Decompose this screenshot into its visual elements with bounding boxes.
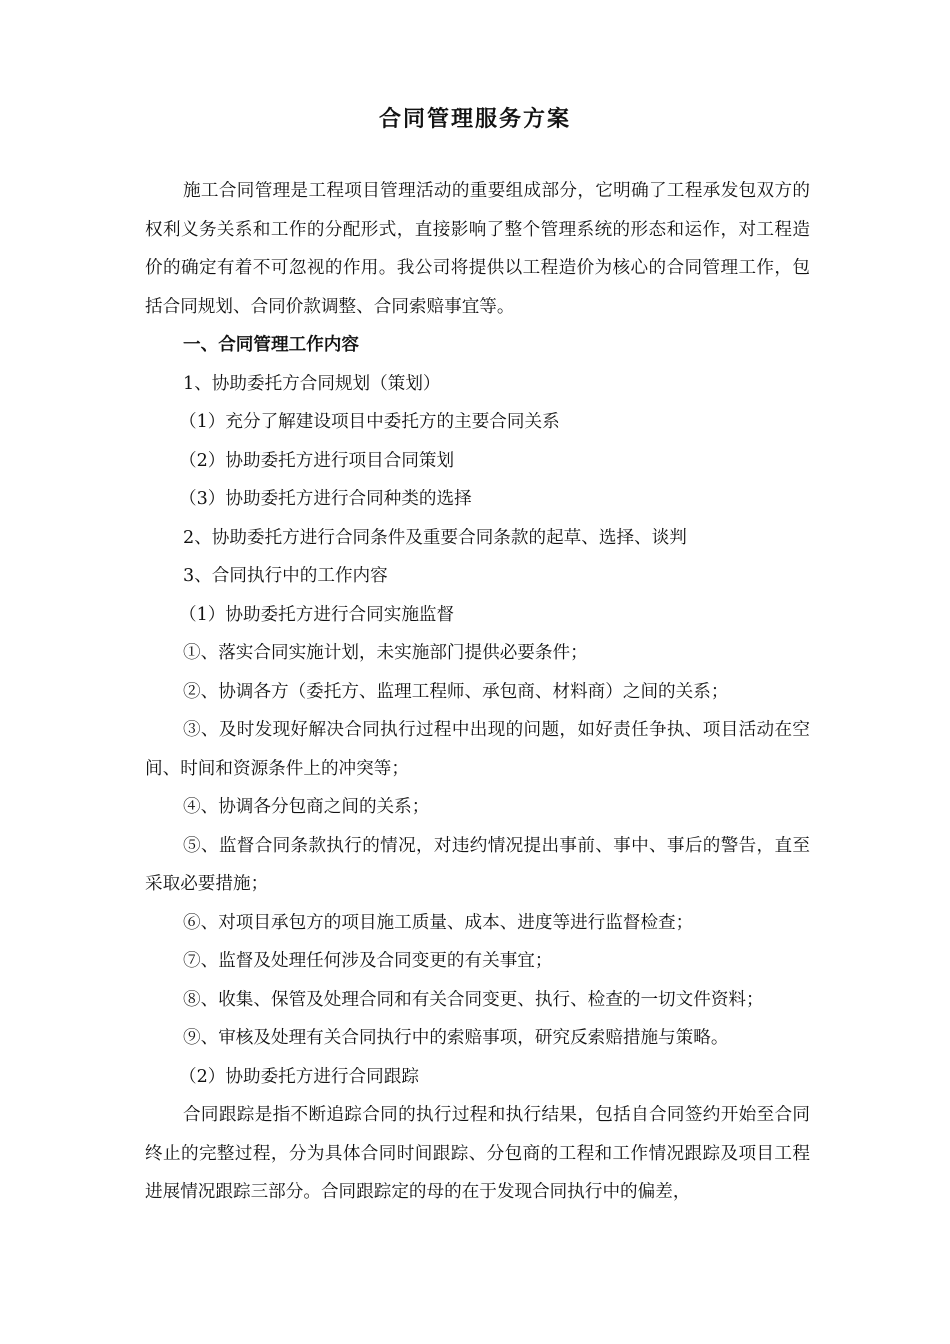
item-3-sub-1: （1）协助委托方进行合同实施监督 xyxy=(179,604,455,625)
item-1-sub-2: （2）协助委托方进行项目合同策划 xyxy=(179,450,455,471)
list-item: ⑧、收集、保管及处理合同和有关合同变更、执行、检查的一切文件资料； xyxy=(183,989,764,1010)
list-item: ③、及时发现好解决合同执行过程中出现的问题，如好责任争执、项目活动在空间、时间和资源条件上的冲突等； xyxy=(145,720,810,779)
list-item: ④、协调各分包商之间的关系； xyxy=(183,797,430,817)
item-2: 2、协助委托方进行合同条件及重要合同条款的起草、选择、谈判 xyxy=(183,527,687,548)
item-1-sub-3: （3）协助委托方进行合同种类的选择 xyxy=(179,489,472,509)
item-1: 1、协助委托方合同规划（策划） xyxy=(183,373,441,394)
list-item: ①、落实合同实施计划，未实施部门提供必要条件； xyxy=(183,643,588,663)
item-1-sub-1: （1）充分了解建设项目中委托方的主要合同关系 xyxy=(179,412,560,432)
paragraph-intro: 施工合同管理是工程项目管理活动的重要组成部分，它明确了工程承发包双方的权利义务关系和工作的分配形式，直接影响了整个管理系统的形态和运作，对工程造价的确定有着不可忽视的作用。我公司将提供以工程造价为核心的合同管理工作，包括合同规划、合同价款调整、合同索赔事宜等。 xyxy=(145,181,810,317)
section-heading: 一、合同管理工作内容 xyxy=(183,335,359,355)
item-3: 3、合同执行中的工作内容 xyxy=(183,566,388,586)
paragraph-tracking: 合同跟踪是指不断追踪合同的执行过程和执行结果，包括自合同签约开始至合同终止的完整过程，分为具体合同时间跟踪、分包商的工程和工作情况跟踪及项目工程进展情况跟踪三部分。合同跟踪定的母的在于发现合同执行中的偏差， xyxy=(145,1105,810,1202)
item-3-sub-2: （2）协助委托方进行合同跟踪 xyxy=(179,1066,419,1087)
list-item: ②、协调各方（委托方、监理工程师、承包商、材料商）之间的关系； xyxy=(183,681,729,702)
list-item: ⑥、对项目承包方的项目施工质量、成本、进度等进行监督检查； xyxy=(183,912,694,933)
document-title: 合同管理服务方案 xyxy=(378,107,571,132)
document-body xyxy=(145,172,810,1212)
list-item: ⑨、审核及处理有关合同执行中的索赔事项，研究反索赔措施与策略。 xyxy=(183,1028,729,1048)
list-item: ⑦、监督及处理任何涉及合同变更的有关事宜； xyxy=(183,951,553,971)
list-item: ⑤、监督合同条款执行的情况，对违约情况提出事前、事中、事后的警告，直至采取必要措施； xyxy=(145,835,810,894)
